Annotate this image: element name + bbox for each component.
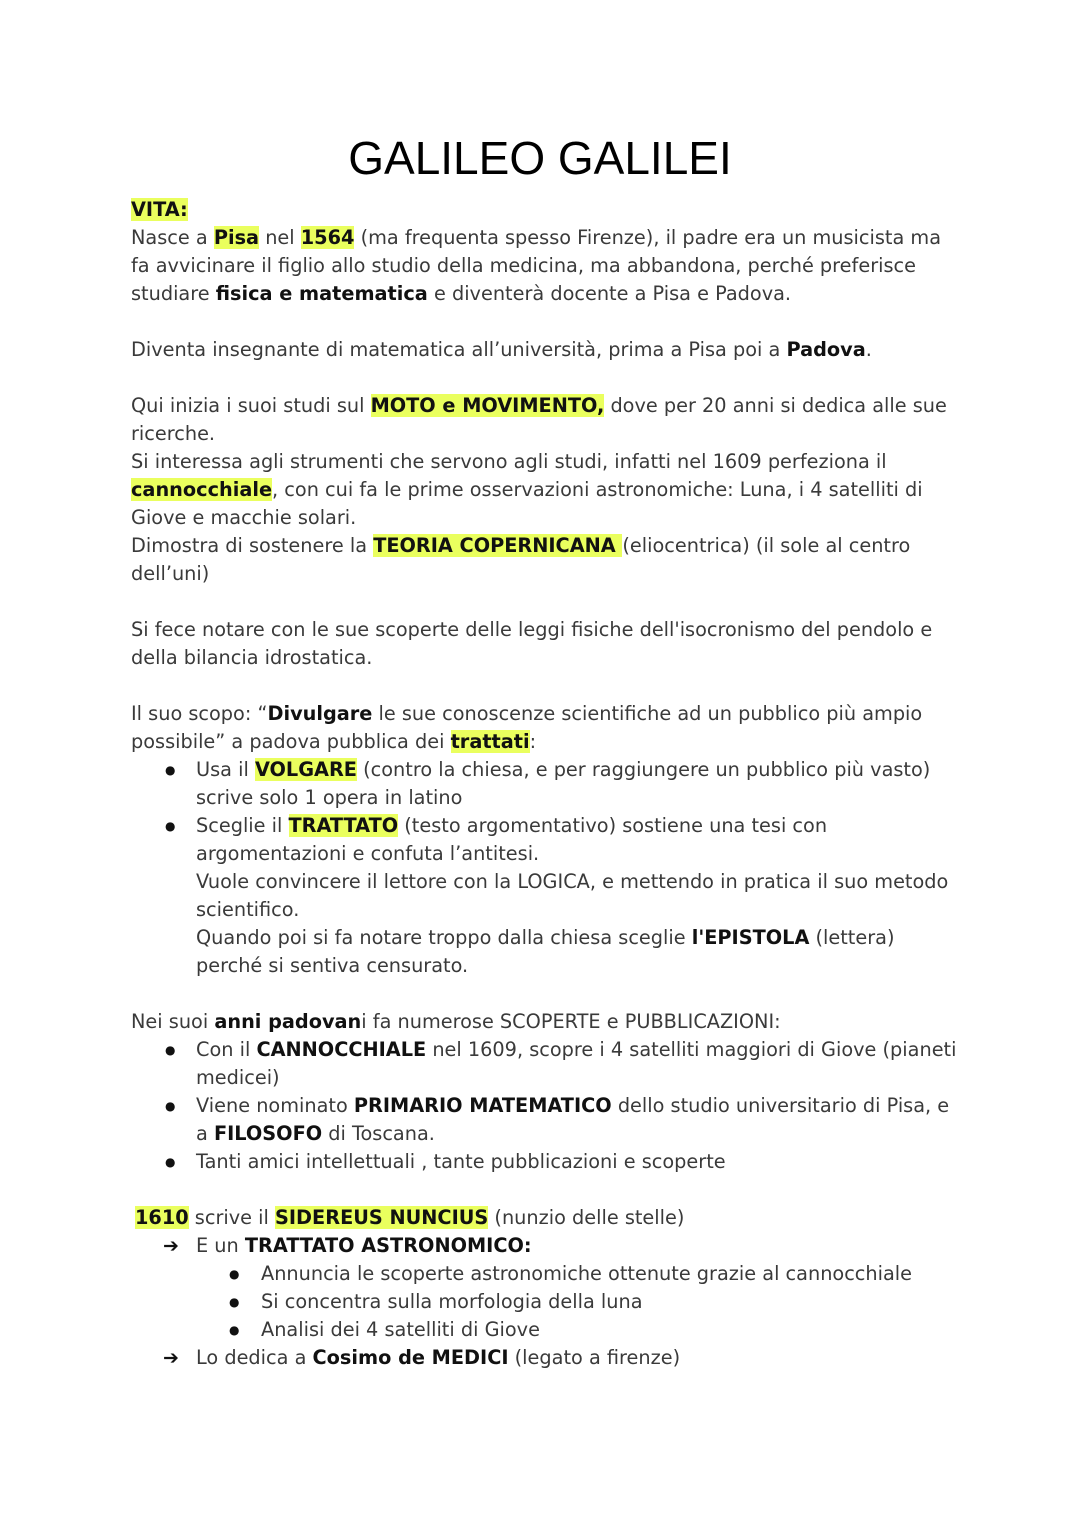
- paragraph-teacher: Diventa insegnante di matematica all’università, prima a Pisa poi a Padova.: [131, 338, 872, 361]
- list-item: ● Si concentra sulla morfologia della luna: [131, 1288, 961, 1316]
- list-item: ● Con il CANNOCCHIALE nel 1609, scopre i 4 satelliti maggiori di Giove (pianeti medicei): [131, 1036, 961, 1092]
- list-item: ● Tanti amici intellettuali , tante pubblicazioni e scoperte: [131, 1148, 961, 1176]
- document-body: [131, 196, 961, 1372]
- sidereus-arrow-list: [131, 1232, 961, 1260]
- list-item: ● Viene nominato PRIMARIO MATEMATICO dello studio universitario di Pisa, e a FILOSOFO di Toscana.: [131, 1092, 961, 1148]
- list-item: ● Annuncia le scoperte astronomiche ottenute grazie al cannocchiale: [131, 1260, 961, 1288]
- paragraph-padua-years: Nei suoi anni padovani fa numerose SCOPERTE e PUBBLICAZIONI:: [131, 1010, 781, 1033]
- arrow-item: ➔ E un TRATTATO ASTRONOMICO:: [131, 1232, 961, 1260]
- purpose-list: [131, 756, 961, 980]
- list-item: ● Sceglie il TRATTATO (testo argomentativo) sostiene una tesi con argomentazioni e confuta l’antitesi. Vuole convincere il lettore con la LOGICA, e mettendo in pratica il suo metodo scientifico. Quando poi si fa notare troppo dalla chiesa sceglie l'EPISTOLA (lettera) perché si sentiva censurato.: [131, 812, 961, 980]
- paragraph-birth: Nasce a Pisa nel 1564 (ma frequenta spesso Firenze), il padre era un musicista ma fa avvicinare il figlio allo studio della medicina, ma abbandona, perché preferisce studiare fisica e matematica e diventerà docente a Pisa e Padova.: [131, 226, 942, 305]
- discoveries-list: [131, 1036, 961, 1176]
- arrow-item: ➔ Lo dedica a Cosimo de MEDICI (legato a firenze): [131, 1344, 961, 1372]
- paragraph-sidereus: 1610 scrive il SIDEREUS NUNCIUS (nunzio delle stelle): [135, 1206, 685, 1229]
- paragraph-studies: Qui inizia i suoi studi sul MOTO e MOVIMENTO, dove per 20 anni si dedica alle sue ricerche. Si interessa agli strumenti che servono agli studi, infatti nel 1609 perfeziona il cannocchiale, con cui fa le prime osservazioni astronomiche: Luna, i 4 satelliti di Giove e macchie solari. Dimostra di sostenere la TEORIA COPERNICANA (eliocentrica) (il sole al centro dell’uni): [131, 394, 947, 585]
- sidereus-sub-list: [131, 1260, 961, 1344]
- paragraph-purpose: Il suo scopo: “Divulgare le sue conoscenze scientifiche ad un pubblico più ampio possibile” a padova pubblica dei trattati:: [131, 702, 923, 753]
- list-item: ● Usa il VOLGARE (contro la chiesa, e per raggiungere un pubblico più vasto) scrive solo 1 opera in latino: [131, 756, 961, 812]
- section-heading: VITA:: [131, 198, 188, 221]
- list-item: ● Analisi dei 4 satelliti di Giove: [131, 1316, 961, 1344]
- dedication-arrow-list: [131, 1344, 961, 1372]
- paragraph-laws: Si fece notare con le sue scoperte delle leggi fisiche dell'isocronismo del pendolo e della bilancia idrostatica.: [131, 618, 933, 669]
- page-title: GALILEO GALILEI: [348, 132, 732, 184]
